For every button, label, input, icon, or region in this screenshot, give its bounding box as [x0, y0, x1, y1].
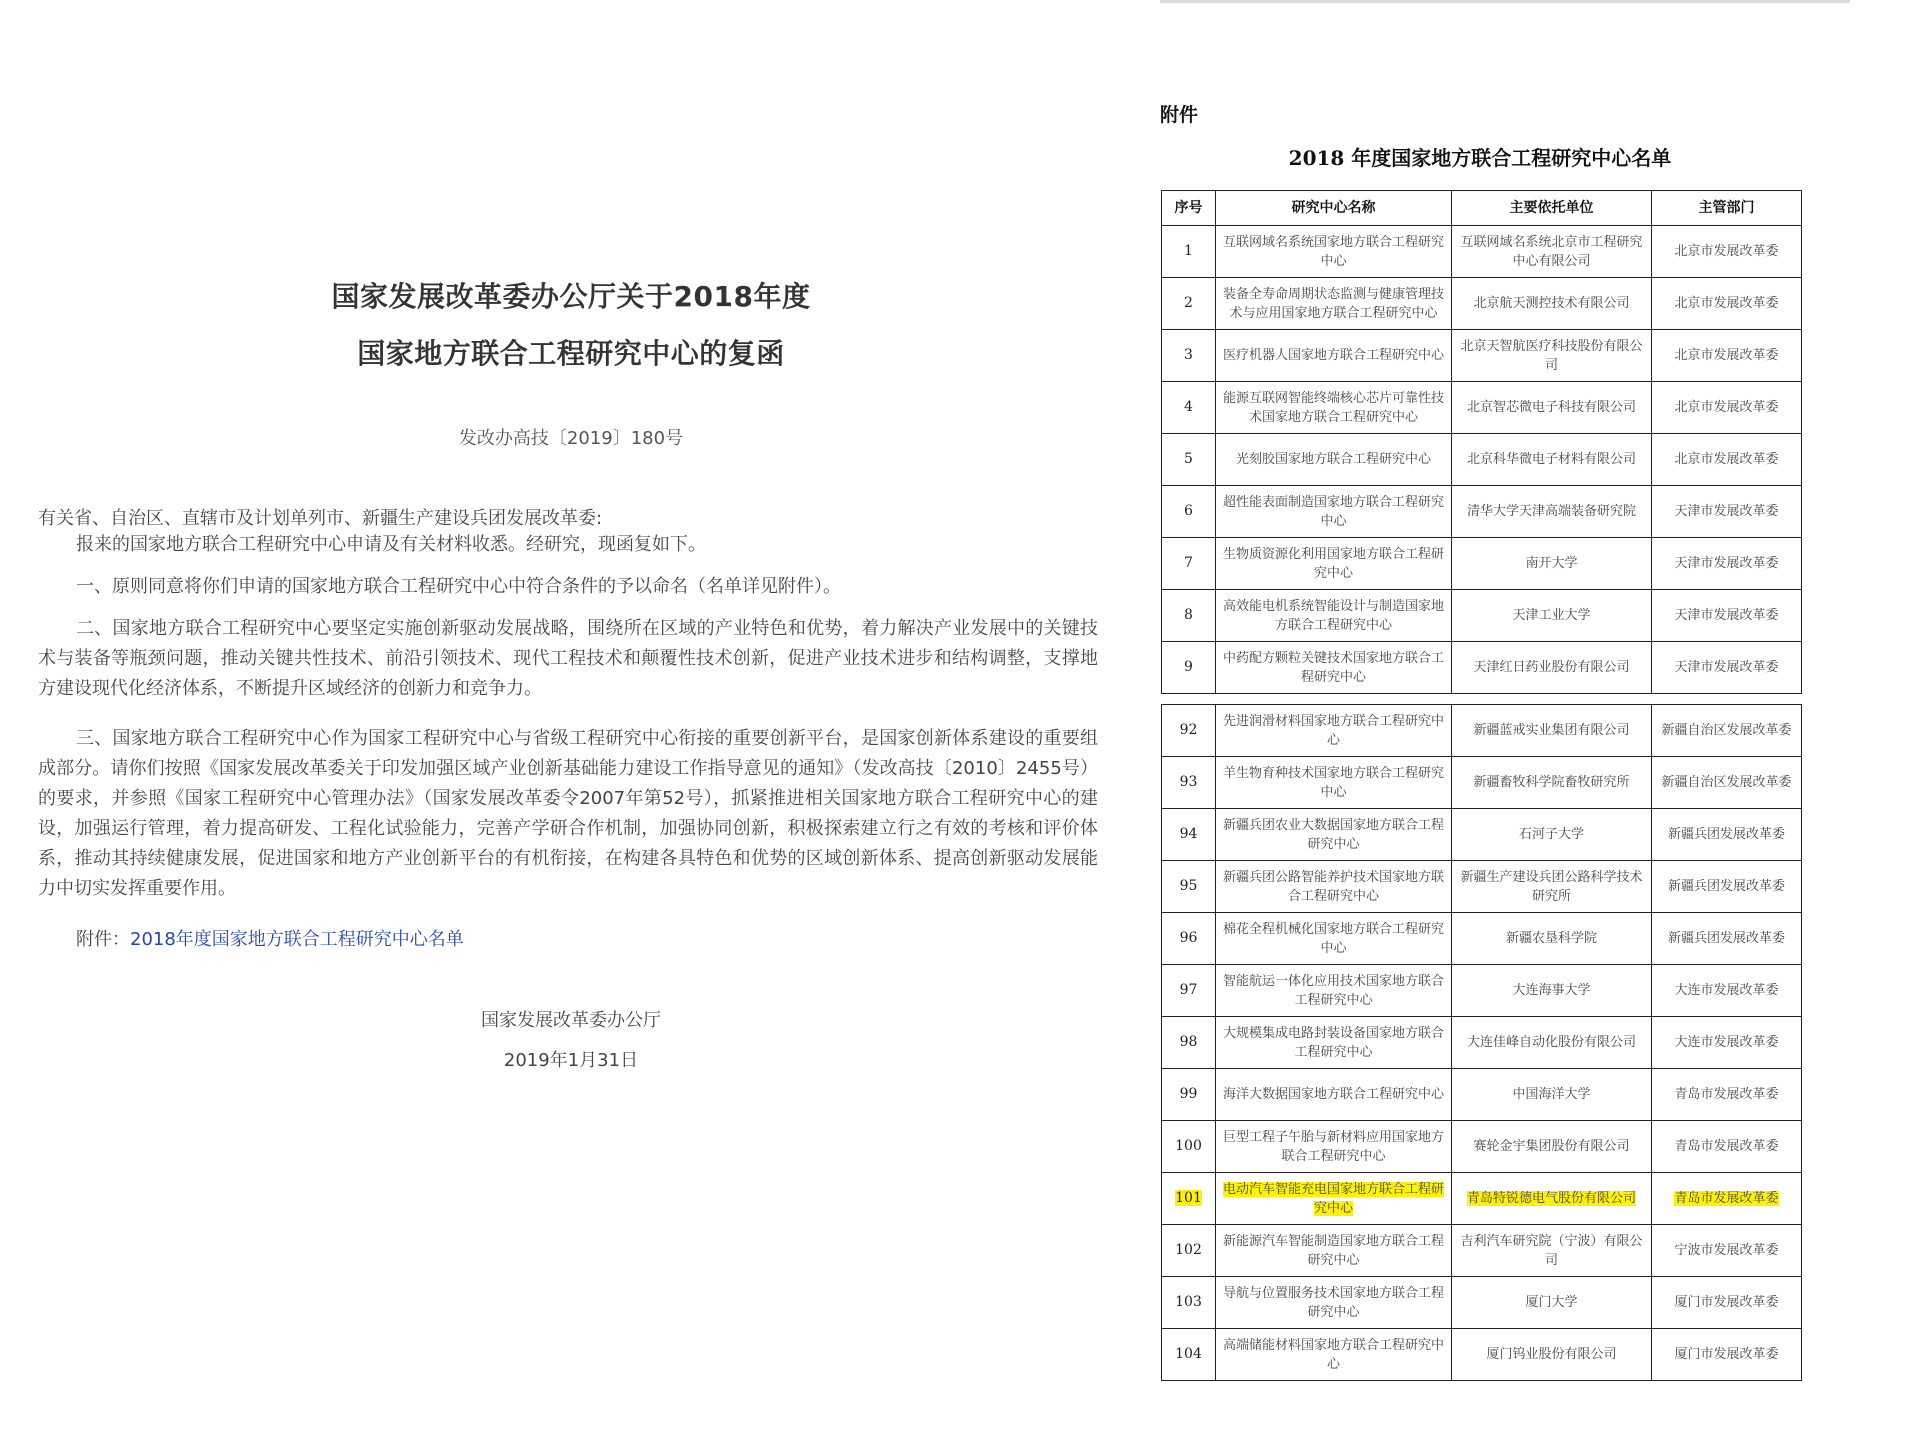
row-number: 9 — [1184, 659, 1193, 675]
center-list-table-bottom — [1161, 704, 1802, 1381]
row-unit: 吉利汽车研究院（宁波）有限公司 — [1460, 1233, 1643, 1268]
row-department: 新疆兵团发展改革委 — [1667, 879, 1785, 894]
table-row — [1162, 1121, 1802, 1173]
row-number: 93 — [1179, 774, 1198, 790]
row-department: 北京市发展改革委 — [1674, 452, 1779, 467]
row-number-cell — [1162, 705, 1216, 757]
table-row — [1162, 1173, 1802, 1225]
row-center-name-cell — [1216, 965, 1452, 1017]
row-department: 天津市发展改革委 — [1674, 608, 1779, 623]
row-unit-cell — [1452, 538, 1652, 590]
row-department: 新疆自治区发展改革委 — [1661, 723, 1792, 738]
row-department-cell — [1652, 1329, 1802, 1381]
row-department-cell — [1652, 538, 1802, 590]
row-center-name: 新能源汽车智能制造国家地方联合工程研究中心 — [1222, 1233, 1444, 1268]
row-number-cell — [1162, 278, 1216, 330]
row-number: 1 — [1184, 243, 1193, 259]
row-unit: 新疆蓝戒实业集团有限公司 — [1473, 723, 1630, 738]
table-row — [1162, 330, 1802, 382]
row-department-cell — [1652, 1277, 1802, 1329]
header-department: 主管部门 — [1652, 191, 1802, 226]
row-department: 天津市发展改革委 — [1674, 660, 1779, 675]
table-row — [1162, 757, 1802, 809]
salutation: 有关省、自治区、直辖市及计划单列市、新疆生产建设兵团发展改革委: — [38, 508, 603, 529]
row-unit: 石河子大学 — [1518, 827, 1584, 842]
row-center-name: 生物质资源化利用国家地方联合工程研究中心 — [1222, 546, 1444, 581]
row-number-cell — [1162, 590, 1216, 642]
row-unit: 新疆畜牧科学院畜牧研究所 — [1473, 775, 1630, 790]
row-center-name: 新疆兵团公路智能养护技术国家地方联合工程研究中心 — [1222, 869, 1444, 904]
table-row — [1162, 809, 1802, 861]
row-number: 97 — [1179, 982, 1198, 998]
row-center-name-cell — [1216, 1173, 1452, 1225]
row-number: 100 — [1175, 1138, 1202, 1154]
row-unit: 青岛特锐德电气股份有限公司 — [1466, 1191, 1636, 1206]
table-row — [1162, 278, 1802, 330]
row-center-name-cell — [1216, 1277, 1452, 1329]
table-row — [1162, 486, 1802, 538]
row-department: 青岛市发展改革委 — [1674, 1191, 1779, 1206]
row-number: 6 — [1184, 503, 1193, 519]
row-department-cell — [1652, 1017, 1802, 1069]
row-number: 8 — [1184, 607, 1193, 623]
paragraph-4: 三、国家地方联合工程研究中心作为国家工程研究中心与省级工程研究中心衔接的重要创新平台，是国家创新体系建设的重要组成部分。请你们按照《国家发展改革委关于印发加强区域产业创新基础能力建设工作指导意见的通知》（发改高技〔2010〕2455号）的要求，并参照《国家工程研究中心管理办法》（国家发展改革委令2007年第52号），抓紧推进相关国家地方联合工程研究中心的建设，加强运行管理，着力提高研发、工程化试验能力，完善产学研合作机制，加强协同创新，积极探索建立行之有效的考核和评价体系，推动其持续健康发展，促进国家和地方产业创新平台的有机衔接，在构建各具特色和优势的区域创新体系、提高创新驱动发展能力中切实发挥重要作用。 — [38, 728, 1098, 899]
row-unit: 中国海洋大学 — [1512, 1087, 1591, 1102]
row-center-name: 巨型工程子午胎与新材料应用国家地方联合工程研究中心 — [1222, 1129, 1444, 1164]
row-number-cell — [1162, 1277, 1216, 1329]
row-number-cell — [1162, 1017, 1216, 1069]
row-number: 101 — [1175, 1190, 1202, 1206]
reply-letter — [36, 0, 1106, 1441]
attachment-line — [76, 925, 464, 951]
row-unit: 大连海事大学 — [1512, 983, 1591, 998]
row-unit: 北京智芯微电子科技有限公司 — [1466, 400, 1636, 415]
row-number-cell — [1162, 330, 1216, 382]
header-center-name: 研究中心名称 — [1216, 191, 1452, 226]
row-number-cell — [1162, 382, 1216, 434]
row-number-cell — [1162, 757, 1216, 809]
row-unit-cell — [1452, 434, 1652, 486]
letter-title-line-2: 国家地方联合工程研究中心的复函 — [357, 337, 785, 370]
row-center-name: 医疗机器人国家地方联合工程研究中心 — [1222, 348, 1444, 363]
table-row — [1162, 1277, 1802, 1329]
row-department-cell — [1652, 757, 1802, 809]
row-department: 大连市发展改革委 — [1674, 983, 1779, 998]
row-department-cell — [1652, 590, 1802, 642]
row-department-cell — [1652, 861, 1802, 913]
row-department: 北京市发展改革委 — [1674, 244, 1779, 259]
table-row — [1162, 434, 1802, 486]
row-unit: 厦门大学 — [1525, 1295, 1578, 1310]
row-center-name-cell — [1216, 1069, 1452, 1121]
row-unit-cell — [1452, 486, 1652, 538]
row-unit: 天津工业大学 — [1512, 608, 1591, 623]
row-center-name: 装备全寿命周期状态监测与健康管理技术与应用国家地方联合工程研究中心 — [1222, 286, 1444, 321]
table-row — [1162, 382, 1802, 434]
row-center-name: 棉花全程机械化国家地方联合工程研究中心 — [1222, 921, 1444, 956]
row-department: 大连市发展改革委 — [1674, 1035, 1779, 1050]
row-number: 7 — [1184, 555, 1193, 571]
row-department: 青岛市发展改革委 — [1674, 1087, 1779, 1102]
row-unit-cell — [1452, 226, 1652, 278]
row-center-name-cell — [1216, 1329, 1452, 1381]
row-department-cell — [1652, 913, 1802, 965]
row-department: 青岛市发展改革委 — [1674, 1139, 1779, 1154]
row-unit-cell — [1452, 642, 1652, 694]
row-unit: 赛轮金宇集团股份有限公司 — [1473, 1139, 1630, 1154]
row-center-name-cell — [1216, 642, 1452, 694]
row-unit-cell — [1452, 1225, 1652, 1277]
row-center-name-cell — [1216, 809, 1452, 861]
row-center-name-cell — [1216, 278, 1452, 330]
row-number: 104 — [1175, 1346, 1202, 1362]
table-row — [1162, 861, 1802, 913]
table-header-row — [1162, 191, 1802, 226]
row-unit: 新疆农垦科学院 — [1505, 931, 1597, 946]
table-row — [1162, 590, 1802, 642]
row-number: 5 — [1184, 451, 1193, 467]
row-unit: 大连佳峰自动化股份有限公司 — [1466, 1035, 1636, 1050]
attachment-label: 附件 — [1160, 104, 1199, 126]
row-unit-cell — [1452, 861, 1652, 913]
row-number-cell — [1162, 538, 1216, 590]
row-unit-cell — [1452, 1017, 1652, 1069]
row-center-name: 超性能表面制造国家地方联合工程研究中心 — [1222, 494, 1444, 529]
row-unit: 新疆生产建设兵团公路科学技术研究所 — [1460, 869, 1643, 904]
row-center-name-cell — [1216, 330, 1452, 382]
row-department: 天津市发展改革委 — [1674, 556, 1779, 571]
row-department: 厦门市发展改革委 — [1674, 1295, 1779, 1310]
row-unit-cell — [1452, 809, 1652, 861]
row-number: 103 — [1175, 1294, 1202, 1310]
attachment-link[interactable]: 2018年度国家地方联合工程研究中心名单 — [130, 929, 464, 950]
row-number: 94 — [1179, 826, 1198, 842]
row-center-name-cell — [1216, 382, 1452, 434]
row-department-cell — [1652, 705, 1802, 757]
row-number: 102 — [1175, 1242, 1202, 1258]
row-unit-cell — [1452, 913, 1652, 965]
row-center-name: 高效能电机系统智能设计与制造国家地方联合工程研究中心 — [1222, 598, 1444, 633]
row-department-cell — [1652, 486, 1802, 538]
row-center-name-cell — [1216, 861, 1452, 913]
header-number: 序号 — [1162, 191, 1216, 226]
row-number-cell — [1162, 861, 1216, 913]
row-number-cell — [1162, 226, 1216, 278]
row-unit: 北京科华微电子材料有限公司 — [1466, 452, 1636, 467]
row-department-cell — [1652, 1069, 1802, 1121]
row-department-cell — [1652, 434, 1802, 486]
table-row — [1162, 965, 1802, 1017]
row-number-cell — [1162, 1173, 1216, 1225]
row-unit-cell — [1452, 1069, 1652, 1121]
row-department-cell — [1652, 642, 1802, 694]
row-department: 新疆兵团发展改革委 — [1667, 931, 1785, 946]
paragraph-2: 一、原则同意将你们申请的国家地方联合工程研究中心中符合条件的予以命名（名单详见附件）。 — [76, 576, 841, 597]
row-department: 新疆自治区发展改革委 — [1661, 775, 1792, 790]
row-unit-cell — [1452, 382, 1652, 434]
row-center-name: 互联网域名系统国家地方联合工程研究中心 — [1222, 234, 1444, 269]
letter-date: 2019年1月31日 — [503, 1050, 639, 1071]
row-department-cell — [1652, 1173, 1802, 1225]
row-unit: 北京天智航医疗科技股份有限公司 — [1460, 338, 1643, 373]
table-row — [1162, 538, 1802, 590]
center-list-table-top — [1161, 190, 1802, 694]
row-department: 天津市发展改革委 — [1674, 504, 1779, 519]
row-unit-cell — [1452, 278, 1652, 330]
row-number-cell — [1162, 809, 1216, 861]
letter-title-line-1: 国家发展改革委办公厅关于2018年度 — [331, 280, 811, 313]
attachment-list-image — [1160, 0, 1900, 1441]
table-row — [1162, 1069, 1802, 1121]
row-department: 北京市发展改革委 — [1674, 348, 1779, 363]
row-center-name-cell — [1216, 705, 1452, 757]
row-number: 92 — [1179, 722, 1198, 738]
row-department-cell — [1652, 382, 1802, 434]
row-department: 宁波市发展改革委 — [1674, 1243, 1779, 1258]
row-center-name-cell — [1216, 590, 1452, 642]
row-unit-cell — [1452, 1277, 1652, 1329]
table-row — [1162, 1017, 1802, 1069]
row-center-name-cell — [1216, 1121, 1452, 1173]
attachment-title: 2018 年度国家地方联合工程研究中心名单 — [1288, 146, 1672, 170]
row-center-name: 光刻胶国家地方联合工程研究中心 — [1235, 452, 1431, 467]
row-unit-cell — [1452, 590, 1652, 642]
table-row — [1162, 1225, 1802, 1277]
table-row — [1162, 1329, 1802, 1381]
row-department: 北京市发展改革委 — [1674, 296, 1779, 311]
row-department-cell — [1652, 226, 1802, 278]
row-number-cell — [1162, 642, 1216, 694]
row-unit: 天津红日药业股份有限公司 — [1473, 660, 1630, 675]
top-divider — [1160, 0, 1850, 3]
row-center-name: 导航与位置服务技术国家地方联合工程研究中心 — [1222, 1285, 1444, 1320]
row-number-cell — [1162, 486, 1216, 538]
row-number-cell — [1162, 1121, 1216, 1173]
table-body-bottom — [1162, 705, 1802, 1381]
row-department: 新疆兵团发展改革委 — [1667, 827, 1785, 842]
row-number: 2 — [1184, 295, 1193, 311]
row-unit-cell — [1452, 1121, 1652, 1173]
row-unit-cell — [1452, 705, 1652, 757]
row-unit-cell — [1452, 1329, 1652, 1381]
row-unit: 厦门钨业股份有限公司 — [1486, 1347, 1617, 1362]
row-department-cell — [1652, 965, 1802, 1017]
row-center-name-cell — [1216, 1017, 1452, 1069]
row-unit: 北京航天测控技术有限公司 — [1473, 296, 1630, 311]
row-department-cell — [1652, 278, 1802, 330]
row-center-name: 新疆兵团农业大数据国家地方联合工程研究中心 — [1222, 817, 1444, 852]
row-unit-cell — [1452, 757, 1652, 809]
row-center-name: 能源互联网智能终端核心芯片可靠性技术国家地方联合工程研究中心 — [1222, 390, 1444, 425]
row-number: 98 — [1179, 1034, 1198, 1050]
row-number: 95 — [1179, 878, 1198, 894]
row-center-name: 高端储能材料国家地方联合工程研究中心 — [1222, 1337, 1444, 1372]
paragraph-1: 报来的国家地方联合工程研究中心申请及有关材料收悉。经研究，现函复如下。 — [76, 534, 706, 555]
table-row — [1162, 226, 1802, 278]
row-unit-cell — [1452, 965, 1652, 1017]
row-number-cell — [1162, 1225, 1216, 1277]
row-number: 4 — [1184, 399, 1193, 415]
row-department-cell — [1652, 809, 1802, 861]
table-row — [1162, 705, 1802, 757]
table-body-top — [1162, 226, 1802, 694]
row-number-cell — [1162, 965, 1216, 1017]
attachment-prefix: 附件： — [76, 929, 130, 950]
row-center-name-cell — [1216, 434, 1452, 486]
header-unit: 主要依托单位 — [1452, 191, 1652, 226]
row-department: 北京市发展改革委 — [1674, 400, 1779, 415]
row-number-cell — [1162, 1329, 1216, 1381]
row-unit: 互联网域名系统北京市工程研究中心有限公司 — [1460, 234, 1643, 269]
row-center-name-cell — [1216, 226, 1452, 278]
row-center-name: 大规模集成电路封装设备国家地方联合工程研究中心 — [1222, 1025, 1444, 1060]
row-department-cell — [1652, 330, 1802, 382]
row-unit-cell — [1452, 1173, 1652, 1225]
row-number-cell — [1162, 913, 1216, 965]
row-unit: 清华大学天津高端装备研究院 — [1466, 504, 1636, 519]
row-unit: 南开大学 — [1525, 556, 1578, 571]
row-number: 3 — [1184, 347, 1193, 363]
row-center-name: 海洋大数据国家地方联合工程研究中心 — [1222, 1087, 1444, 1102]
document-number: 发改办高技〔2019〕180号 — [458, 428, 684, 449]
table-row — [1162, 913, 1802, 965]
row-center-name: 先进润滑材料国家地方联合工程研究中心 — [1222, 713, 1444, 748]
row-unit-cell — [1452, 330, 1652, 382]
row-number: 99 — [1179, 1086, 1198, 1102]
row-center-name: 羊生物育种技术国家地方联合工程研究中心 — [1222, 765, 1444, 800]
signer: 国家发展改革委办公厅 — [481, 1010, 661, 1031]
row-department-cell — [1652, 1121, 1802, 1173]
row-number: 96 — [1179, 930, 1198, 946]
row-center-name-cell — [1216, 538, 1452, 590]
row-center-name: 智能航运一体化应用技术国家地方联合工程研究中心 — [1222, 973, 1444, 1008]
row-department-cell — [1652, 1225, 1802, 1277]
paragraph-3: 二、国家地方联合工程研究中心要坚定实施创新驱动发展战略，围绕所在区域的产业特色和优势，着力解决产业发展中的关键技术与装备等瓶颈问题，推动关键共性技术、前沿引领技术、现代工程技术和颠覆性技术创新，促进产业技术进步和结构调整，支撑地方建设现代化经济体系，不断提升区域经济的创新力和竞争力。 — [38, 618, 1098, 699]
row-center-name-cell — [1216, 1225, 1452, 1277]
row-department: 厦门市发展改革委 — [1674, 1347, 1779, 1362]
table-row — [1162, 642, 1802, 694]
row-number-cell — [1162, 1069, 1216, 1121]
row-center-name-cell — [1216, 757, 1452, 809]
row-center-name: 中药配方颗粒关键技术国家地方联合工程研究中心 — [1222, 650, 1444, 685]
row-number-cell — [1162, 434, 1216, 486]
row-center-name: 电动汽车智能充电国家地方联合工程研究中心 — [1222, 1181, 1444, 1216]
row-center-name-cell — [1216, 486, 1452, 538]
row-center-name-cell — [1216, 913, 1452, 965]
